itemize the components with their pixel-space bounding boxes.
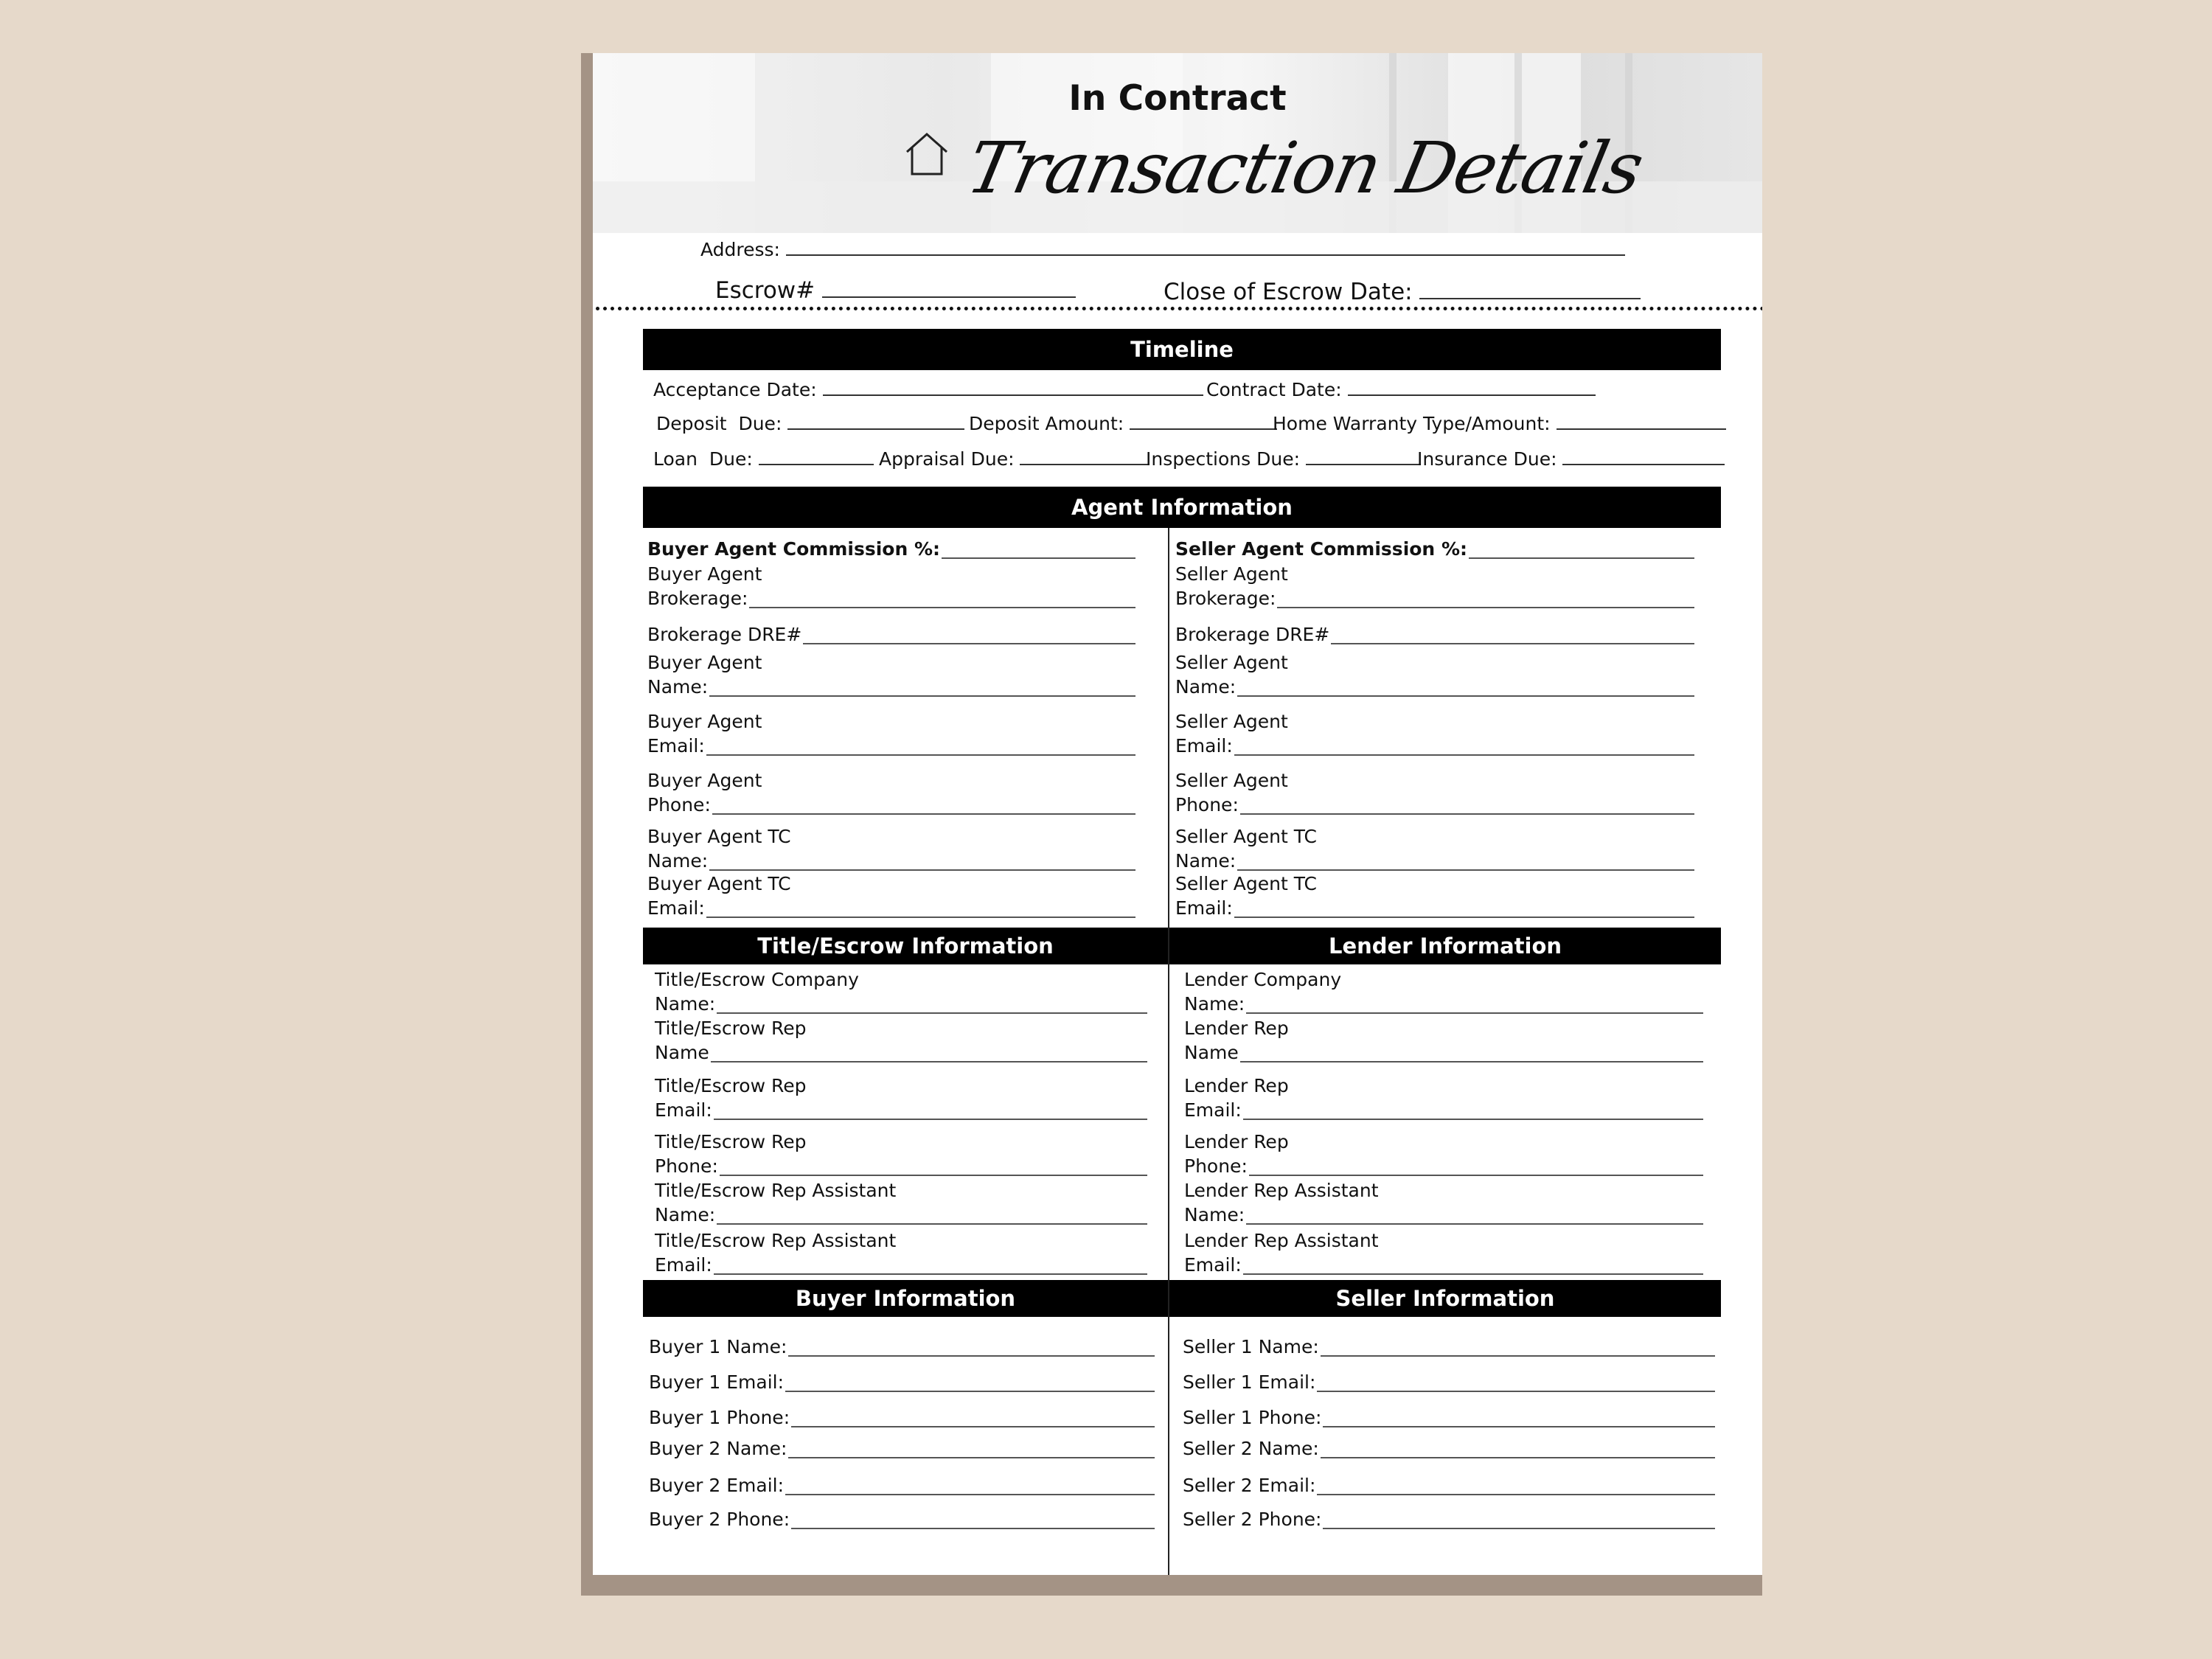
field-label-line2: Phone:: [647, 794, 711, 815]
form-field[interactable]: [649, 1405, 790, 1430]
close-of-escrow-field[interactable]: Close of Escrow Date:: [1164, 279, 1641, 305]
form-field[interactable]: [647, 872, 791, 920]
field-underline: [1243, 1273, 1703, 1275]
title-escrow-heading: Title/Escrow Information: [643, 928, 1168, 964]
form-field[interactable]: [1183, 1507, 1321, 1531]
field-label: Buyer 1 Phone:: [649, 1407, 790, 1428]
loan-due-field[interactable]: Loan Due:: [653, 448, 874, 470]
field-underline: [1321, 1457, 1715, 1458]
form-field[interactable]: [1184, 1074, 1289, 1122]
form-field[interactable]: [1184, 967, 1341, 1016]
field-label-line1: Title/Escrow Company: [655, 969, 859, 990]
field-label-line2: Name:: [647, 850, 709, 872]
field-label-line2: Email:: [1175, 897, 1233, 919]
field-label: Buyer 1 Email:: [649, 1371, 785, 1393]
field-label-line1: Lender Rep: [1184, 1131, 1289, 1152]
form-field[interactable]: [647, 537, 940, 561]
form-field[interactable]: [655, 1228, 896, 1277]
field-underline: [803, 643, 1135, 644]
field-underline: [714, 1273, 1147, 1275]
escrow-number-field[interactable]: Escrow#: [715, 277, 1076, 304]
form-field[interactable]: [655, 967, 859, 1016]
form-field[interactable]: [647, 622, 801, 647]
field-underline: [720, 1175, 1147, 1176]
form-field[interactable]: [647, 709, 762, 758]
field-underline: [785, 1391, 1155, 1392]
form-field[interactable]: [647, 824, 791, 873]
field-label: Seller 1 Phone:: [1183, 1407, 1322, 1428]
field-underline: [1246, 1012, 1703, 1014]
field-underline: [1277, 607, 1694, 608]
field-label-line1: Lender Rep: [1184, 1018, 1289, 1039]
form-field[interactable]: [1175, 709, 1288, 758]
form-field[interactable]: [1175, 622, 1329, 647]
field-underline: [1323, 1528, 1715, 1529]
field-underline: [706, 754, 1135, 756]
field-underline: [1240, 1061, 1703, 1062]
field-underline: [788, 1355, 1155, 1357]
form-field[interactable]: [1175, 768, 1288, 817]
field-underline: [1246, 1223, 1703, 1225]
house-icon: [902, 130, 951, 178]
form-field[interactable]: [1184, 1130, 1289, 1178]
acceptance-date-field[interactable]: Acceptance Date:: [653, 379, 1203, 400]
field-label: Seller 2 Name:: [1183, 1438, 1319, 1459]
field-underline: [785, 1494, 1155, 1495]
field-label-line1: Lender Rep: [1184, 1075, 1289, 1096]
field-label-line1: Seller Agent TC: [1175, 873, 1317, 894]
field-label-line2: Brokerage:: [647, 588, 748, 609]
insurance-due-field[interactable]: Insurance Due:: [1417, 448, 1725, 470]
page-title: In Contract: [1068, 78, 1287, 119]
field-underline: [1234, 917, 1694, 918]
field-label-line1: Buyer Agent: [647, 770, 762, 791]
field-label-line2: Email:: [647, 735, 705, 757]
form-field[interactable]: [1183, 1436, 1319, 1461]
field-label-line1: Buyer Agent: [647, 652, 762, 673]
field-label-line2: Name:: [655, 1204, 716, 1225]
field-underline: [1469, 557, 1694, 559]
field-underline: [706, 917, 1135, 918]
form-page: [593, 53, 1762, 1575]
lender-heading: Lender Information: [1169, 928, 1721, 964]
script-title: Transaction Details: [960, 127, 1649, 209]
field-label-line1: Buyer Agent TC: [647, 873, 791, 894]
appraisal-due-field[interactable]: Appraisal Due:: [879, 448, 1150, 470]
form-field[interactable]: [1183, 1473, 1315, 1498]
form-field[interactable]: [1183, 1405, 1321, 1430]
field-label-line1: Buyer Agent: [647, 711, 762, 732]
field-label-line1: Seller Agent TC: [1175, 826, 1317, 847]
field-underline: [749, 607, 1135, 608]
deposit-due-field[interactable]: Deposit Due:: [656, 413, 964, 434]
address-field[interactable]: Address:: [700, 239, 1625, 260]
field-underline: [1317, 1391, 1715, 1392]
field-label: Seller 2 Email:: [1183, 1475, 1316, 1496]
field-underline: [1317, 1494, 1715, 1495]
field-underline: [717, 1012, 1147, 1014]
field-underline: [709, 695, 1135, 697]
title-lender-divider: [1168, 964, 1169, 1333]
dotted-divider: [596, 307, 1762, 310]
field-underline: [711, 1061, 1147, 1062]
form-field[interactable]: [647, 650, 762, 699]
form-field[interactable]: [647, 768, 762, 817]
field-label-line2: Name:: [1175, 850, 1237, 872]
field-underline: [1243, 1119, 1703, 1120]
field-label-line1: Lender Rep Assistant: [1184, 1180, 1379, 1201]
form-field[interactable]: [649, 1507, 790, 1531]
field-underline: [1331, 643, 1694, 644]
field-label-line1: Lender Company: [1184, 969, 1342, 990]
field-label-line1: Seller Agent: [1175, 652, 1288, 673]
field-underline: [709, 869, 1135, 871]
form-field[interactable]: [649, 1370, 784, 1394]
field-label-line1: Buyer Agent TC: [647, 826, 791, 847]
form-field[interactable]: [655, 1074, 806, 1122]
field-label-line2: Name: [1184, 1042, 1239, 1063]
field-label-line1: Title/Escrow Rep: [655, 1131, 807, 1152]
form-field[interactable]: [655, 1130, 806, 1178]
seller-info-heading: Seller Information: [1169, 1280, 1721, 1317]
field-underline: [791, 1426, 1155, 1427]
field-label-line2: Email:: [1184, 1099, 1242, 1121]
inspections-due-field[interactable]: Inspections Due:: [1146, 448, 1421, 470]
form-field[interactable]: [1175, 872, 1317, 920]
field-label-line1: Lender Rep Assistant: [1184, 1230, 1379, 1251]
field-label-line2: Phone:: [655, 1155, 718, 1177]
field-label: Buyer 1 Name:: [649, 1336, 787, 1357]
agent-column-divider: [1168, 528, 1169, 979]
field-label-line1: Title/Escrow Rep: [655, 1075, 807, 1096]
field-label-line2: Name:: [1184, 1204, 1245, 1225]
field-label-line2: Phone:: [1175, 794, 1239, 815]
field-label-line1: Title/Escrow Rep Assistant: [655, 1180, 897, 1201]
field-label-line1: Title/Escrow Rep Assistant: [655, 1230, 897, 1251]
field-label-line2: Email:: [655, 1254, 712, 1276]
field-label-line2: Name:: [655, 993, 716, 1015]
field-label: Brokerage DRE#: [647, 624, 802, 645]
field-label: Seller 1 Email:: [1183, 1371, 1316, 1393]
field-label-line1: Title/Escrow Rep: [655, 1018, 807, 1039]
field-label-line2: Name:: [1175, 676, 1237, 698]
form-field[interactable]: [1175, 824, 1317, 873]
field-label-line2: Name: [655, 1042, 709, 1063]
field-underline: [714, 1119, 1147, 1120]
field-underline: [1249, 1175, 1703, 1176]
field-underline: [1240, 813, 1694, 815]
form-field[interactable]: [649, 1335, 787, 1359]
field-label: Buyer 2 Phone:: [649, 1509, 790, 1530]
field-underline: [1234, 754, 1694, 756]
field-label-line1: Buyer Agent: [647, 563, 762, 585]
agent-info-heading: Agent Information: [643, 487, 1721, 528]
form-field[interactable]: [1183, 1370, 1315, 1394]
form-field[interactable]: [1175, 537, 1467, 561]
field-label: Buyer Agent Commission %:: [647, 538, 941, 560]
field-label-line1: Seller Agent: [1175, 563, 1288, 585]
field-label-line1: Seller Agent: [1175, 711, 1288, 732]
field-label-line1: Seller Agent: [1175, 770, 1288, 791]
field-label-line2: Brokerage:: [1175, 588, 1276, 609]
buyer-info-heading: Buyer Information: [643, 1280, 1168, 1317]
form-field[interactable]: [1175, 562, 1288, 611]
field-label: Seller 1 Name:: [1183, 1336, 1319, 1357]
field-underline: [1237, 695, 1694, 697]
field-label-line2: Phone:: [1184, 1155, 1248, 1177]
field-underline: [791, 1528, 1155, 1529]
field-underline: [1237, 869, 1694, 871]
form-field[interactable]: [1184, 1016, 1289, 1065]
form-field[interactable]: [1183, 1335, 1319, 1359]
form-field[interactable]: [647, 562, 762, 611]
field-underline: [788, 1457, 1155, 1458]
form-field[interactable]: [1184, 1178, 1379, 1227]
field-underline: [1323, 1426, 1715, 1427]
field-underline: [942, 557, 1135, 559]
contract-date-field[interactable]: Contract Date:: [1206, 379, 1596, 400]
form-field[interactable]: [655, 1016, 806, 1065]
field-underline: [717, 1223, 1147, 1225]
buyer-seller-divider: [1168, 1317, 1169, 1575]
field-label-line2: Name:: [647, 676, 709, 698]
form-field[interactable]: [1175, 650, 1288, 699]
deposit-amount-field[interactable]: Deposit Amount:: [969, 413, 1277, 434]
field-label-line2: Name:: [1184, 993, 1245, 1015]
form-field[interactable]: [649, 1473, 784, 1498]
field-label: Seller Agent Commission %:: [1175, 538, 1467, 560]
field-label-line2: Email:: [1175, 735, 1233, 757]
field-underline: [712, 813, 1135, 815]
form-field[interactable]: [655, 1178, 896, 1227]
field-label: Buyer 2 Email:: [649, 1475, 785, 1496]
field-label-line2: Email:: [655, 1099, 712, 1121]
field-label: Brokerage DRE#: [1175, 624, 1330, 645]
field-label: Seller 2 Phone:: [1183, 1509, 1322, 1530]
field-label: Buyer 2 Name:: [649, 1438, 787, 1459]
timeline-heading: Timeline: [643, 329, 1721, 370]
field-label-line2: Email:: [1184, 1254, 1242, 1276]
field-label-line2: Email:: [647, 897, 705, 919]
home-warranty-field[interactable]: Home Warranty Type/Amount:: [1273, 413, 1726, 434]
form-field[interactable]: [649, 1436, 787, 1461]
field-underline: [1321, 1355, 1715, 1357]
form-field[interactable]: [1184, 1228, 1379, 1277]
